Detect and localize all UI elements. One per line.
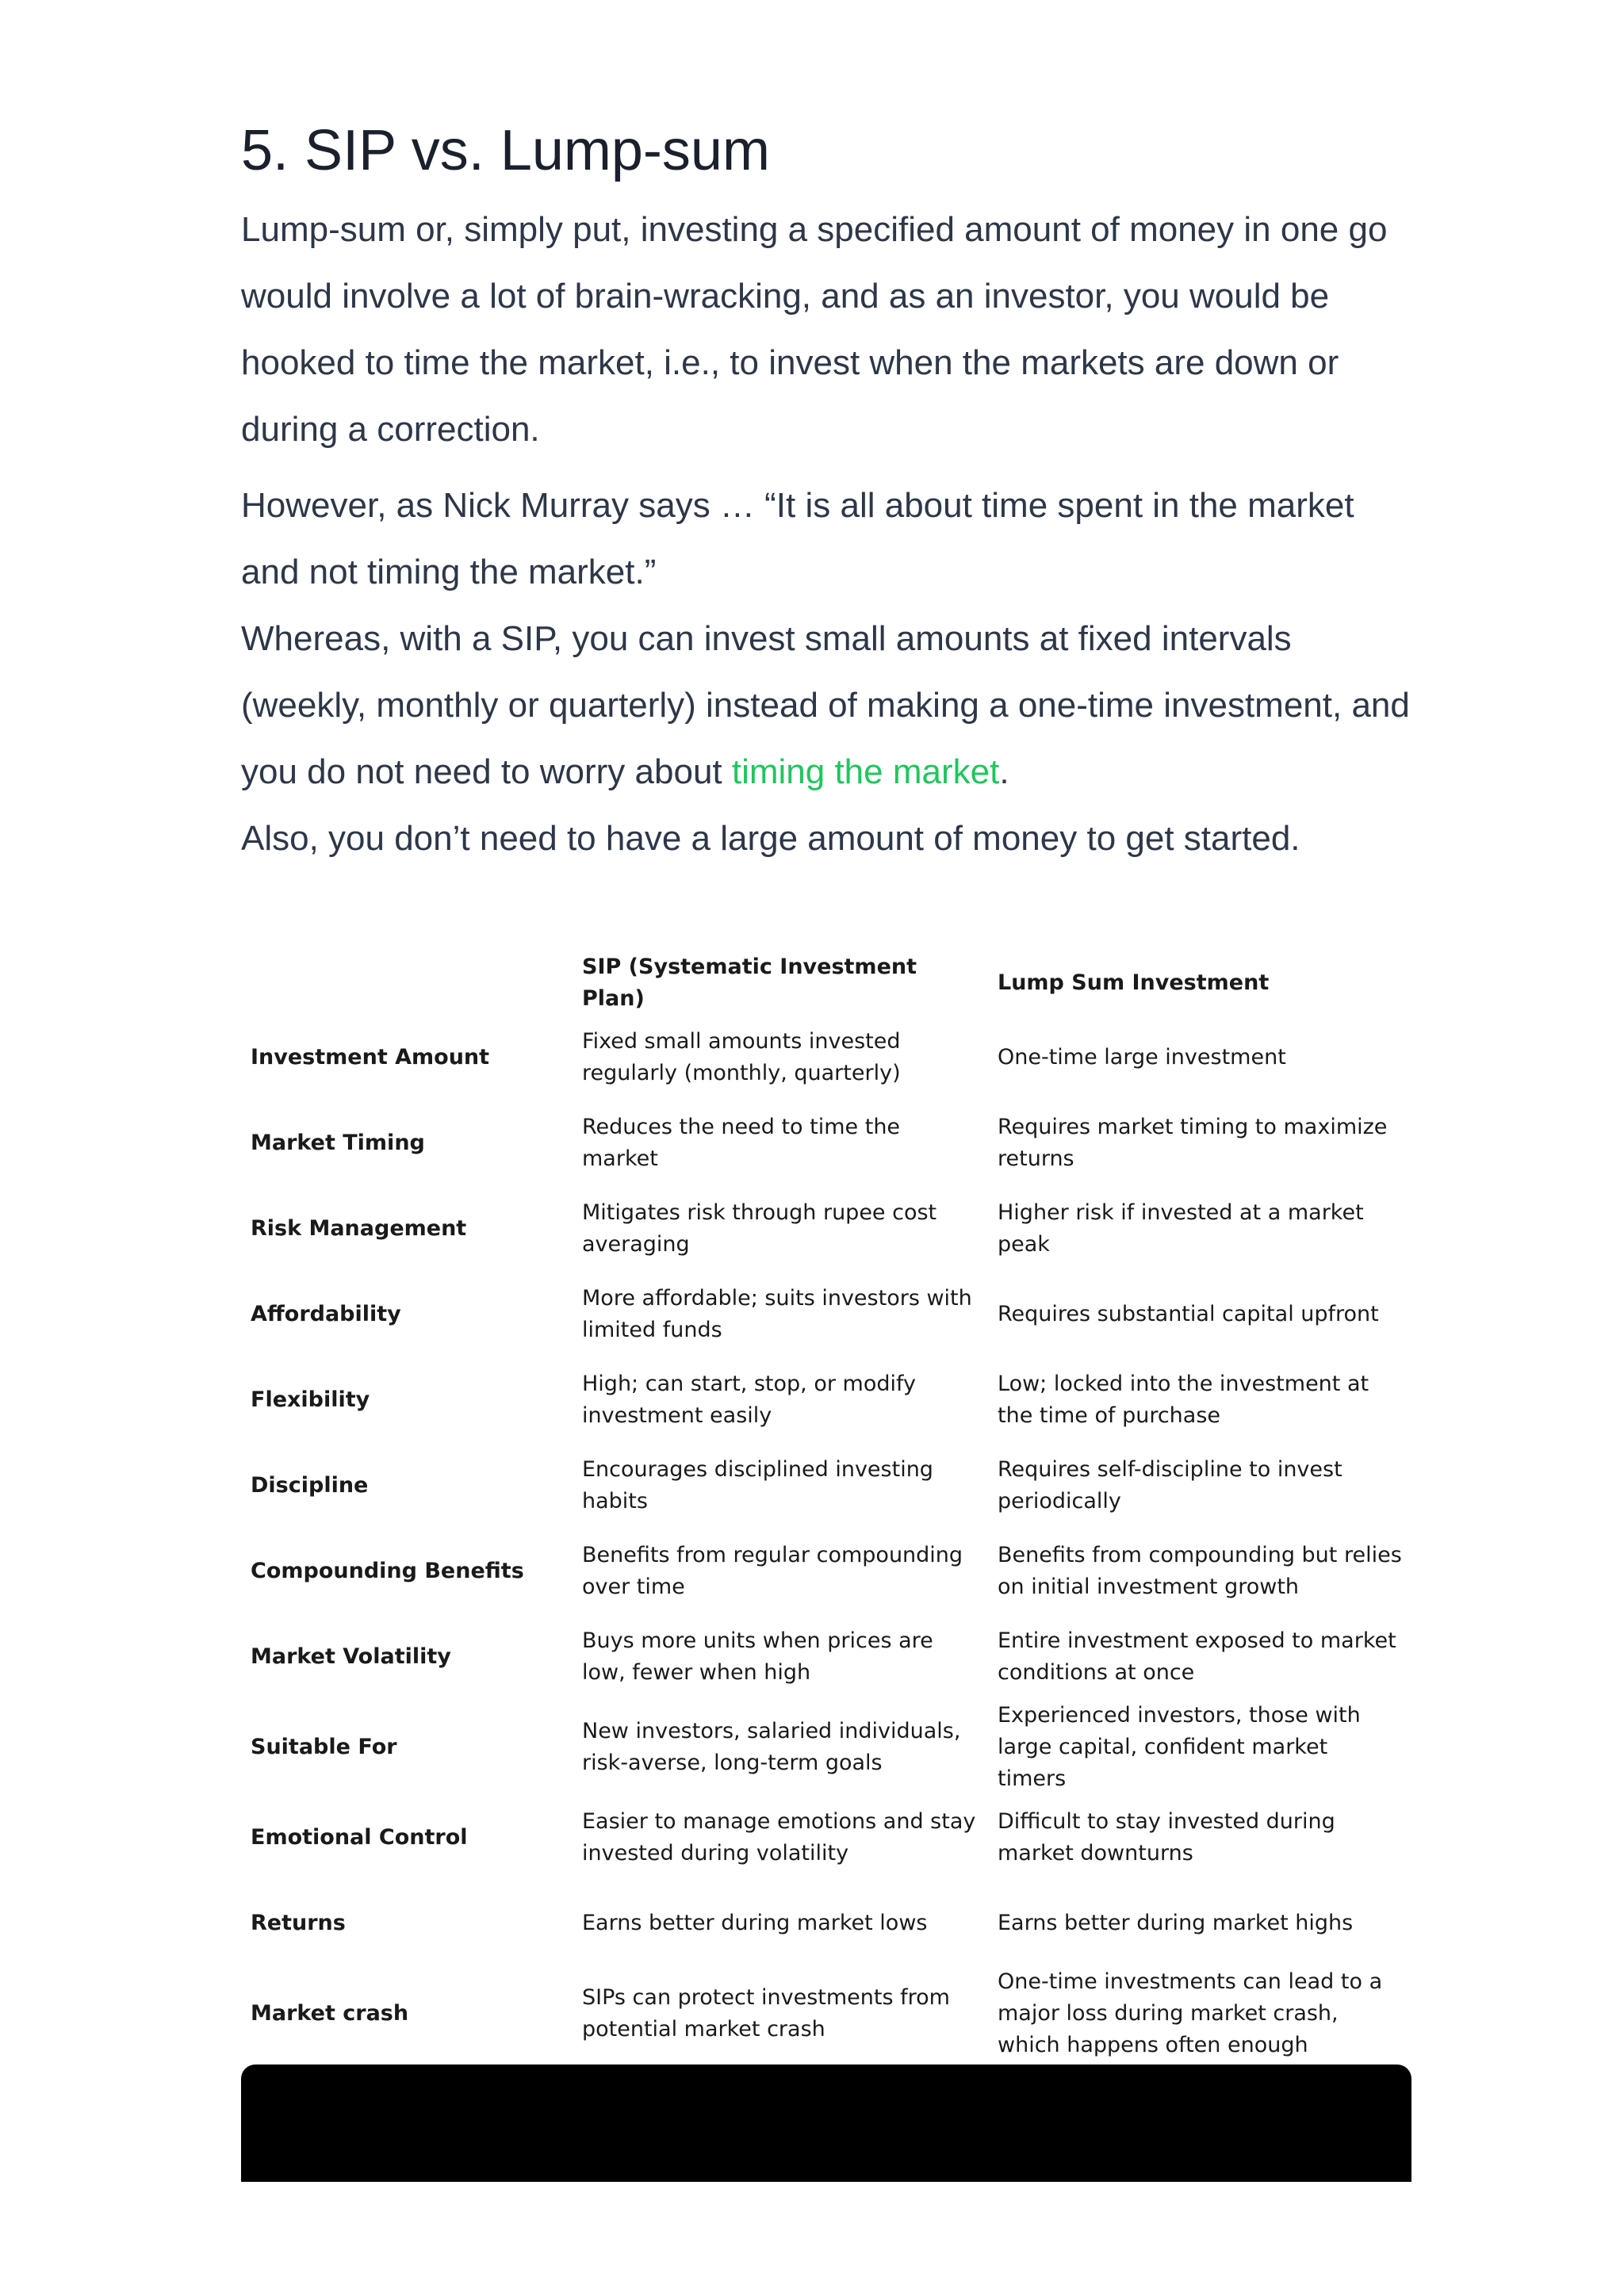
row-label: Market crash <box>251 2001 409 2026</box>
article-section <box>241 111 1411 872</box>
row-label: Returns <box>251 1911 346 1935</box>
sip-cell: Fixed small amounts invested regularly (monthly, quarterly) <box>582 1029 901 1085</box>
table-row <box>241 1357 1411 1443</box>
table-row <box>241 1015 1411 1100</box>
row-label: Flexibility <box>251 1387 370 1412</box>
table-row <box>241 1100 1411 1186</box>
sip-cell: Benefits from regular compounding over time <box>582 1543 963 1599</box>
lump-sum-cell: Requires self-discipline to invest periodically <box>998 1457 1342 1513</box>
table-row <box>241 1443 1411 1529</box>
sip-cell: Encourages disciplined investing habits <box>582 1457 933 1513</box>
table-row <box>241 1614 1411 1700</box>
lump-sum-cell: Requires substantial capital upfront <box>998 1302 1379 1326</box>
lump-sum-cell: One-time large investment <box>998 1045 1286 1070</box>
table-row <box>241 1529 1411 1614</box>
lump-sum-cell: Experienced investors, those with large capital, confident market timers <box>998 1703 1361 1791</box>
comparison-table-container <box>241 951 1411 2061</box>
table-row <box>241 1186 1411 1272</box>
lump-sum-cell: Higher risk if invested at a market peak <box>998 1200 1364 1257</box>
lump-sum-cell: Entire investment exposed to market conditions at once <box>998 1628 1396 1685</box>
table-row <box>241 1272 1411 1357</box>
row-label: Market Volatility <box>251 1644 451 1669</box>
row-label: Discipline <box>251 1473 369 1498</box>
footer-black-bar <box>241 2064 1411 2182</box>
sip-cell: Earns better during market lows <box>582 1911 928 1935</box>
table-row <box>241 1966 1411 2061</box>
timing-the-market-link[interactable]: timing the market <box>731 752 1000 791</box>
sip-cell: Reduces the need to time the market <box>582 1115 901 1171</box>
comparison-table-body <box>241 1015 1411 2061</box>
table-row <box>241 1881 1411 1966</box>
table-header-row <box>241 951 1411 1015</box>
paragraph-sip-text: Whereas, with a SIP, you can invest small amounts at fixed intervals (weekly, monthly or quarterly) instead of making a one-time investment, and you do not need to worry about <box>241 619 1410 791</box>
row-label: Market Timing <box>251 1131 425 1155</box>
lump-sum-cell: Benefits from compounding but relies on initial investment growth <box>998 1543 1402 1599</box>
header-empty <box>241 951 573 1015</box>
table-row <box>241 1795 1411 1881</box>
row-label: Suitable For <box>251 1735 397 1759</box>
table-row <box>241 1700 1411 1795</box>
header-sip: SIP (Systematic Investment Plan) <box>582 955 917 1011</box>
comparison-table <box>241 951 1411 2061</box>
row-label: Affordability <box>251 1302 401 1326</box>
row-label: Risk Management <box>251 1216 467 1241</box>
row-label: Compounding Benefits <box>251 1559 524 1583</box>
sip-cell: Mitigates risk through rupee cost averaging <box>582 1200 937 1257</box>
row-label: Investment Amount <box>251 1045 490 1070</box>
paragraph-sip-end: . <box>999 752 1009 791</box>
sip-cell: More affordable; suits investors with limited funds <box>582 1286 972 1342</box>
sip-cell: Buys more units when prices are low, fewer when high <box>582 1628 933 1685</box>
lump-sum-cell: One-time investments can lead to a major loss during market crash, which happens often enough <box>998 1969 1383 2057</box>
sip-cell: High; can start, stop, or modify investment easily <box>582 1372 917 1428</box>
lump-sum-cell: Requires market timing to maximize returns <box>998 1115 1388 1171</box>
sip-cell: SIPs can protect investments from potential market crash <box>582 1985 950 2042</box>
section-title: 5. SIP vs. Lump-sum <box>241 119 770 182</box>
lump-sum-cell: Earns better during market highs <box>998 1911 1354 1935</box>
paragraph-getting-started: Also, you don’t need to have a large amount of money to get started. <box>241 819 1300 858</box>
lump-sum-cell: Low; locked into the investment at the time of purchase <box>998 1372 1369 1428</box>
sip-cell: Easier to manage emotions and stay invested during volatility <box>582 1809 976 1866</box>
lump-sum-cell: Difficult to stay invested during market downturns <box>998 1809 1335 1866</box>
paragraph-nick-murray-quote: However, as Nick Murray says … “It is all about time spent in the market and not timing the market.” <box>241 486 1354 591</box>
paragraph-sip <box>241 606 1411 806</box>
header-lump-sum: Lump Sum Investment <box>998 970 1270 995</box>
row-label: Emotional Control <box>251 1825 468 1850</box>
paragraph-lump-sum: Lump-sum or, simply put, investing a specified amount of money in one go would involve a lot of brain-wracking, and as an investor, you would be hooked to time the market, i.e., to invest when the markets are down or during a correction. <box>241 210 1388 449</box>
sip-cell: New investors, salaried individuals, risk-averse, long-term goals <box>582 1719 961 1775</box>
